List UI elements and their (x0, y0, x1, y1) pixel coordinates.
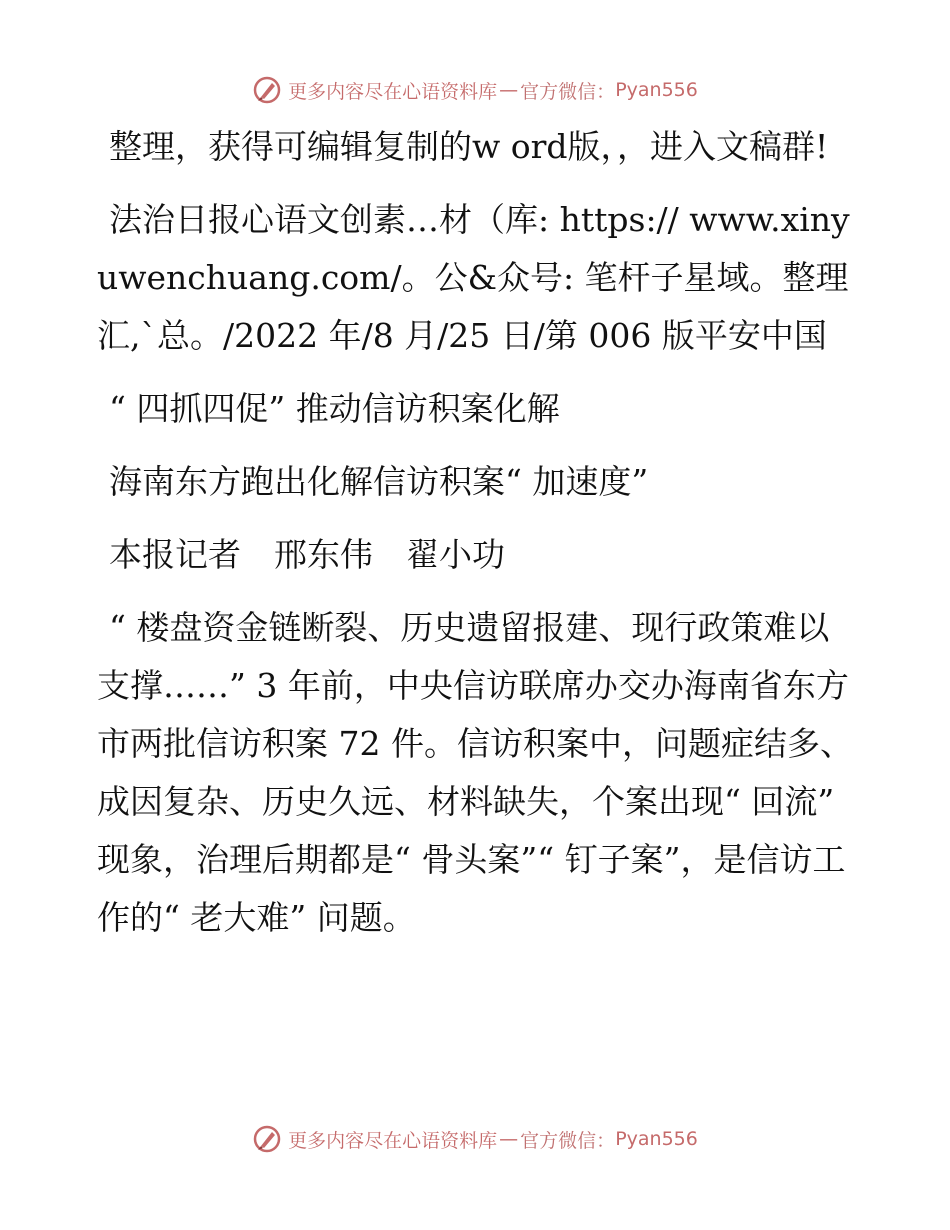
banner-separator: — (499, 1128, 519, 1150)
pen-nib-circle-icon (252, 75, 282, 105)
pen-nib-circle-icon (252, 1124, 282, 1154)
footer-banner (0, 1119, 950, 1159)
article-subtitle: 海南东方跑出化解信访积案“ 加速度” (109, 462, 649, 501)
banner-text: 更多内容尽在心语资料库 (288, 80, 498, 103)
paragraph-source: 法治日报心语文创素…材（库: https:// www.xinyuwenchuang.com/。公&众号: 笔杆子星域。整理汇,`总。/2022 年/8 月/25 日/第 006 版平安中国 (97, 200, 850, 355)
banner-separator: — (499, 79, 519, 101)
article-title: “ 四抓四促” 推动信访积案化解 (109, 389, 560, 428)
banner-wechat-label: 官方微信： (520, 1129, 616, 1152)
header-banner (0, 70, 950, 110)
article-body-paragraph: “ 楼盘资金链断裂、历史遗留报建、现行政策难以支撑……” 3 年前，中央信访联席办交办海南省东方市两批信访积案 72 件。信访积案中，问题症结多、成因复杂、历史久远、材料缺失，个案出现“ 回流” 现象，治理后期都是“ 骨头案”“ 钉子案”，是信访工作的“ 老大难” 问题。 (97, 608, 853, 937)
banner-wechat-label: 官方微信： (520, 80, 616, 103)
document-body (97, 118, 857, 962)
banner-text: 更多内容尽在心语资料库 (288, 1129, 498, 1152)
article-byline: 本报记者 邢东伟 翟小功 (109, 535, 505, 574)
banner-account: Pyan556 (615, 1128, 698, 1150)
paragraph-intro: 整理，获得可编辑复制的w ord版，，进入文稿群! (109, 127, 829, 166)
banner-account: Pyan556 (615, 79, 698, 101)
